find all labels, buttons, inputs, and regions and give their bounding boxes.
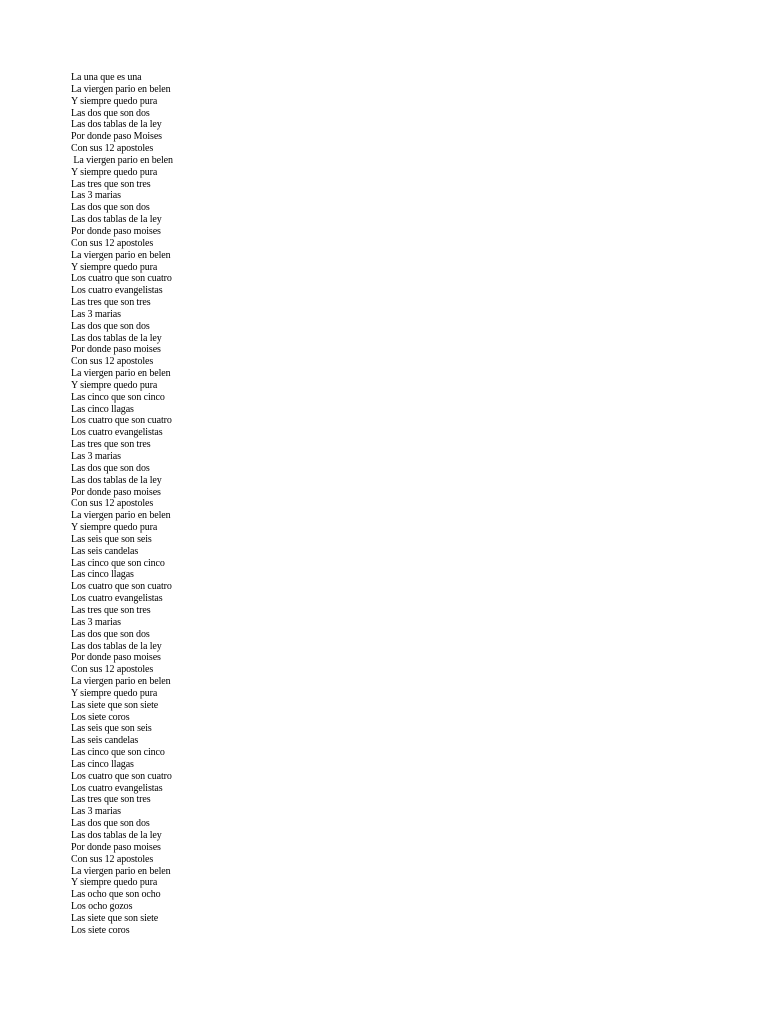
text-line: Los cuatro evangelistas bbox=[71, 782, 163, 794]
text-line: Por donde paso moises bbox=[71, 841, 161, 853]
text-line: Los cuatro evangelistas bbox=[71, 285, 163, 297]
text-line: La viergen pario en belen bbox=[71, 510, 171, 522]
text-line: La viergen pario en belen bbox=[71, 154, 173, 166]
text-line: Las dos que son dos bbox=[71, 818, 150, 830]
text-line: Y siempre quedo pura bbox=[71, 687, 158, 699]
text-line: La viergen pario en belen bbox=[71, 249, 171, 261]
text-line: Las dos que son dos bbox=[71, 628, 150, 640]
text-line: Las 3 marias bbox=[71, 616, 121, 628]
text-line: La una que es una bbox=[71, 72, 142, 83]
text-line: Las dos tablas de la ley bbox=[71, 214, 162, 226]
text-line: Por donde paso moises bbox=[71, 225, 161, 237]
text-line: Las seis que son seis bbox=[71, 723, 152, 735]
text-line: Las 3 marias bbox=[71, 190, 121, 202]
text-line: Los cuatro que son cuatro bbox=[71, 581, 172, 593]
text-line: Las dos que son dos bbox=[71, 107, 150, 119]
text-line: La viergen pario en belen bbox=[71, 865, 171, 877]
text-line: Los cuatro que son cuatro bbox=[71, 415, 172, 427]
text-line: Los cuatro que son cuatro bbox=[71, 273, 172, 285]
text-line: La viergen pario en belen bbox=[71, 368, 171, 380]
text-line: Las siete que son siete bbox=[71, 912, 159, 924]
text-line: Y siempre quedo pura bbox=[71, 379, 158, 391]
text-line: Y siempre quedo pura bbox=[71, 261, 158, 273]
text-line: Las seis candelas bbox=[71, 545, 139, 557]
text-line: Las tres que son tres bbox=[71, 439, 151, 451]
text-line: Los siete coros bbox=[71, 924, 130, 936]
text-line: Las dos tablas de la ley bbox=[71, 830, 162, 841]
text-line: La viergen pario en belen bbox=[71, 83, 171, 95]
text-line: Los ocho gozos bbox=[71, 901, 133, 913]
text-line: Las cinco que son cinco bbox=[71, 391, 165, 403]
text-line: Los cuatro evangelistas bbox=[71, 427, 163, 439]
text-line: Con sus 12 apostoles bbox=[71, 143, 154, 155]
text-line: Las 3 marias bbox=[71, 451, 121, 462]
text-line: Las dos que son dos bbox=[71, 202, 150, 214]
text-line: Las siete que son siete bbox=[71, 699, 159, 711]
text-line: Las cinco llagas bbox=[71, 758, 134, 770]
text-line: Las ocho que son ocho bbox=[71, 889, 161, 901]
text-line: Y siempre quedo pura bbox=[71, 95, 158, 107]
text-line: Las dos tablas de la ley bbox=[71, 332, 162, 344]
text-line: Las dos tablas de la ley bbox=[71, 119, 162, 131]
text-line: Por donde paso moises bbox=[71, 344, 161, 356]
text-line: Las dos tablas de la ley bbox=[71, 640, 162, 652]
text-line: Las tres que son tres bbox=[71, 178, 151, 190]
text-line: Los cuatro evangelistas bbox=[71, 593, 163, 605]
text-line: Con sus 12 apostoles bbox=[71, 498, 154, 510]
text-line: Por donde paso moises bbox=[71, 486, 161, 498]
text-line: Las dos tablas de la ley bbox=[71, 474, 162, 486]
text-line: Y siempre quedo pura bbox=[71, 877, 158, 889]
text-line: Las cinco que son cinco bbox=[71, 557, 165, 569]
text-line: Las seis candelas bbox=[71, 735, 139, 747]
text-line: Y siempre quedo pura bbox=[71, 166, 158, 178]
text-line: Con sus 12 apostoles bbox=[71, 664, 154, 676]
text-line: Las seis que son seis bbox=[71, 533, 152, 545]
text-line: Las tres que son tres bbox=[71, 604, 151, 616]
text-line: Las dos que son dos bbox=[71, 462, 150, 474]
text-line: Las cinco llagas bbox=[71, 569, 134, 581]
text-line: Los siete coros bbox=[71, 711, 130, 723]
text-line: La viergen pario en belen bbox=[71, 676, 171, 688]
text-line: Con sus 12 apostoles bbox=[71, 853, 154, 865]
text-line: Las cinco que son cinco bbox=[71, 747, 165, 759]
text-line: Las tres que son tres bbox=[71, 297, 151, 309]
text-line: Y siempre quedo pura bbox=[71, 522, 158, 534]
text-line: Con sus 12 apostoles bbox=[71, 237, 154, 249]
text-line: Los cuatro que son cuatro bbox=[71, 770, 172, 782]
text-line: Por donde paso Moises bbox=[71, 131, 162, 143]
document-text bbox=[71, 72, 471, 937]
text-line: Las dos que son dos bbox=[71, 320, 150, 332]
text-line: Las 3 marias bbox=[71, 806, 121, 818]
text-line: Por donde paso moises bbox=[71, 652, 161, 664]
text-line: Las tres que son tres bbox=[71, 794, 151, 806]
text-line: Con sus 12 apostoles bbox=[71, 356, 154, 368]
text-line: Las 3 marias bbox=[71, 308, 121, 320]
text-line: Las cinco llagas bbox=[71, 403, 134, 415]
